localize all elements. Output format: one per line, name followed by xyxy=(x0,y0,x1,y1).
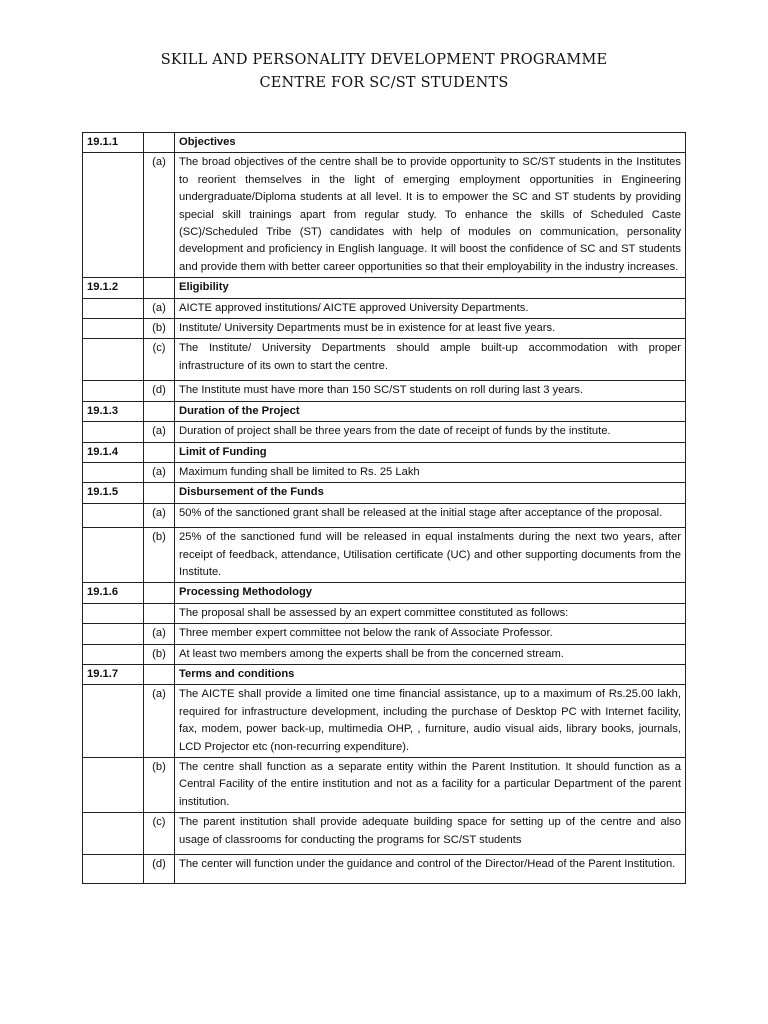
item-text: The Institute/ University Departments should ample built-up accommodation with proper infrastructure of its own to start the centre. xyxy=(175,339,686,381)
item-label: (a) xyxy=(144,298,175,318)
item-text: At least two members among the experts shall be from the concerned stream. xyxy=(175,644,686,664)
document-title: SKILL AND PERSONALITY DEVELOPMENT PROGRAMME xyxy=(160,52,608,68)
section-row-19-1-7 xyxy=(83,664,686,684)
item-text: The proposal shall be assessed by an expert committee constituted as follows: xyxy=(175,603,686,623)
item-text: The centre shall function as a separate entity within the Parent Institution. It should function as a Central Facility of the entire institution and not as a facility for a particular Department of the parent institution. xyxy=(175,758,686,813)
section-number: 19.1.2 xyxy=(83,278,144,298)
item-row xyxy=(83,644,686,664)
section-number: 19.1.3 xyxy=(83,401,144,421)
section-heading: Terms and conditions xyxy=(175,664,686,684)
document-subtitle: CENTRE FOR SC/ST STUDENTS xyxy=(259,75,509,91)
section-row-19-1-4 xyxy=(83,442,686,462)
item-label: (b) xyxy=(144,758,175,813)
item-text: Duration of project shall be three years from the date of receipt of funds by the institute. xyxy=(175,422,686,442)
guidelines-table xyxy=(82,132,686,884)
item-label: (a) xyxy=(144,685,175,758)
section-number xyxy=(83,319,144,339)
item-row xyxy=(83,319,686,339)
item-text: Institute/ University Departments must be in existence for at least five years. xyxy=(175,319,686,339)
item-label xyxy=(144,664,175,684)
section-number xyxy=(83,855,144,884)
item-label: (d) xyxy=(144,855,175,884)
section-number xyxy=(83,813,144,855)
section-row-19-1-1 xyxy=(83,133,686,153)
item-label xyxy=(144,483,175,503)
section-number xyxy=(83,624,144,644)
section-number: 19.1.1 xyxy=(83,133,144,153)
item-row xyxy=(83,528,686,583)
item-text: AICTE approved institutions/ AICTE approved University Departments. xyxy=(175,298,686,318)
section-number: 19.1.5 xyxy=(83,483,144,503)
section-number xyxy=(83,422,144,442)
item-label: (a) xyxy=(144,503,175,527)
item-row xyxy=(83,381,686,401)
item-label: (b) xyxy=(144,528,175,583)
item-text: The Institute must have more than 150 SC/ST students on roll during last 3 years. xyxy=(175,381,686,401)
item-row xyxy=(83,855,686,884)
item-label: (a) xyxy=(144,422,175,442)
item-text: The broad objectives of the centre shall be to provide opportunity to SC/ST students in the Institutes to reorient themselves in the light of emerging employment opportunities in Engineering undergraduate/Diploma students at all level. It is to empower the SC and ST students by providing special skill trainings apart from regular study. To enhance the skills of Scheduled Caste (SC)/Scheduled Tribe (ST) candidates with help of modules on communication, personality development and proficiency in English language. It will boost the confidence of SC and ST students and provide them with better career opportunities so that their employability in the industry increases. xyxy=(175,153,686,278)
item-row xyxy=(83,422,686,442)
item-text: 25% of the sanctioned fund will be released in equal instalments during the next two years, after receipt of feedback, attendance, Utilisation certificate (UC) and other supporting documents from the Institute. xyxy=(175,528,686,583)
item-text: The center will function under the guidance and control of the Director/Head of the Parent Institution. xyxy=(175,855,686,884)
item-row xyxy=(83,603,686,623)
section-number xyxy=(83,298,144,318)
item-label xyxy=(144,133,175,153)
item-row xyxy=(83,153,686,278)
item-text: Three member expert committee not below the rank of Associate Professor. xyxy=(175,624,686,644)
section-row-19-1-3 xyxy=(83,401,686,421)
section-row-19-1-2 xyxy=(83,278,686,298)
item-label: (a) xyxy=(144,624,175,644)
item-label: (c) xyxy=(144,339,175,381)
item-row xyxy=(83,624,686,644)
item-row xyxy=(83,503,686,527)
section-number xyxy=(83,528,144,583)
item-label xyxy=(144,278,175,298)
section-number xyxy=(83,685,144,758)
item-row xyxy=(83,685,686,758)
item-row xyxy=(83,339,686,381)
item-row xyxy=(83,813,686,855)
section-number: 19.1.6 xyxy=(83,583,144,603)
item-label xyxy=(144,603,175,623)
section-number xyxy=(83,381,144,401)
section-row-19-1-5 xyxy=(83,483,686,503)
section-number xyxy=(83,503,144,527)
section-row-19-1-6 xyxy=(83,583,686,603)
item-label: (a) xyxy=(144,153,175,278)
section-number xyxy=(83,339,144,381)
item-label: (b) xyxy=(144,319,175,339)
item-label xyxy=(144,583,175,603)
item-label: (b) xyxy=(144,644,175,664)
section-heading: Objectives xyxy=(175,133,686,153)
item-row xyxy=(83,462,686,482)
item-row xyxy=(83,298,686,318)
item-label xyxy=(144,442,175,462)
section-number: 19.1.4 xyxy=(83,442,144,462)
section-number xyxy=(83,644,144,664)
section-heading: Processing Methodology xyxy=(175,583,686,603)
section-heading: Limit of Funding xyxy=(175,442,686,462)
item-label: (c) xyxy=(144,813,175,855)
item-text: Maximum funding shall be limited to Rs. 25 Lakh xyxy=(175,462,686,482)
item-row xyxy=(83,758,686,813)
item-label xyxy=(144,401,175,421)
section-number xyxy=(83,758,144,813)
section-heading: Disbursement of the Funds xyxy=(175,483,686,503)
section-heading: Eligibility xyxy=(175,278,686,298)
item-label: (a) xyxy=(144,462,175,482)
section-number xyxy=(83,603,144,623)
section-number xyxy=(83,153,144,278)
item-text: 50% of the sanctioned grant shall be released at the initial stage after acceptance of the proposal. xyxy=(175,503,686,527)
section-heading: Duration of the Project xyxy=(175,401,686,421)
item-label: (d) xyxy=(144,381,175,401)
section-number: 19.1.7 xyxy=(83,664,144,684)
item-text: The parent institution shall provide adequate building space for setting up of the centre and also usage of classrooms for conducting the programs for SC/ST students xyxy=(175,813,686,855)
item-text: The AICTE shall provide a limited one time financial assistance, up to a maximum of Rs.25.00 lakh, required for infrastructure development, including the purchase of Desktop PC with Internet facility, fax, modem, power back-up, multimedia OHP, , furniture, audio visual aids, library books, journals, LCD Projector etc (non-recurring expenditure). xyxy=(175,685,686,758)
section-number xyxy=(83,462,144,482)
